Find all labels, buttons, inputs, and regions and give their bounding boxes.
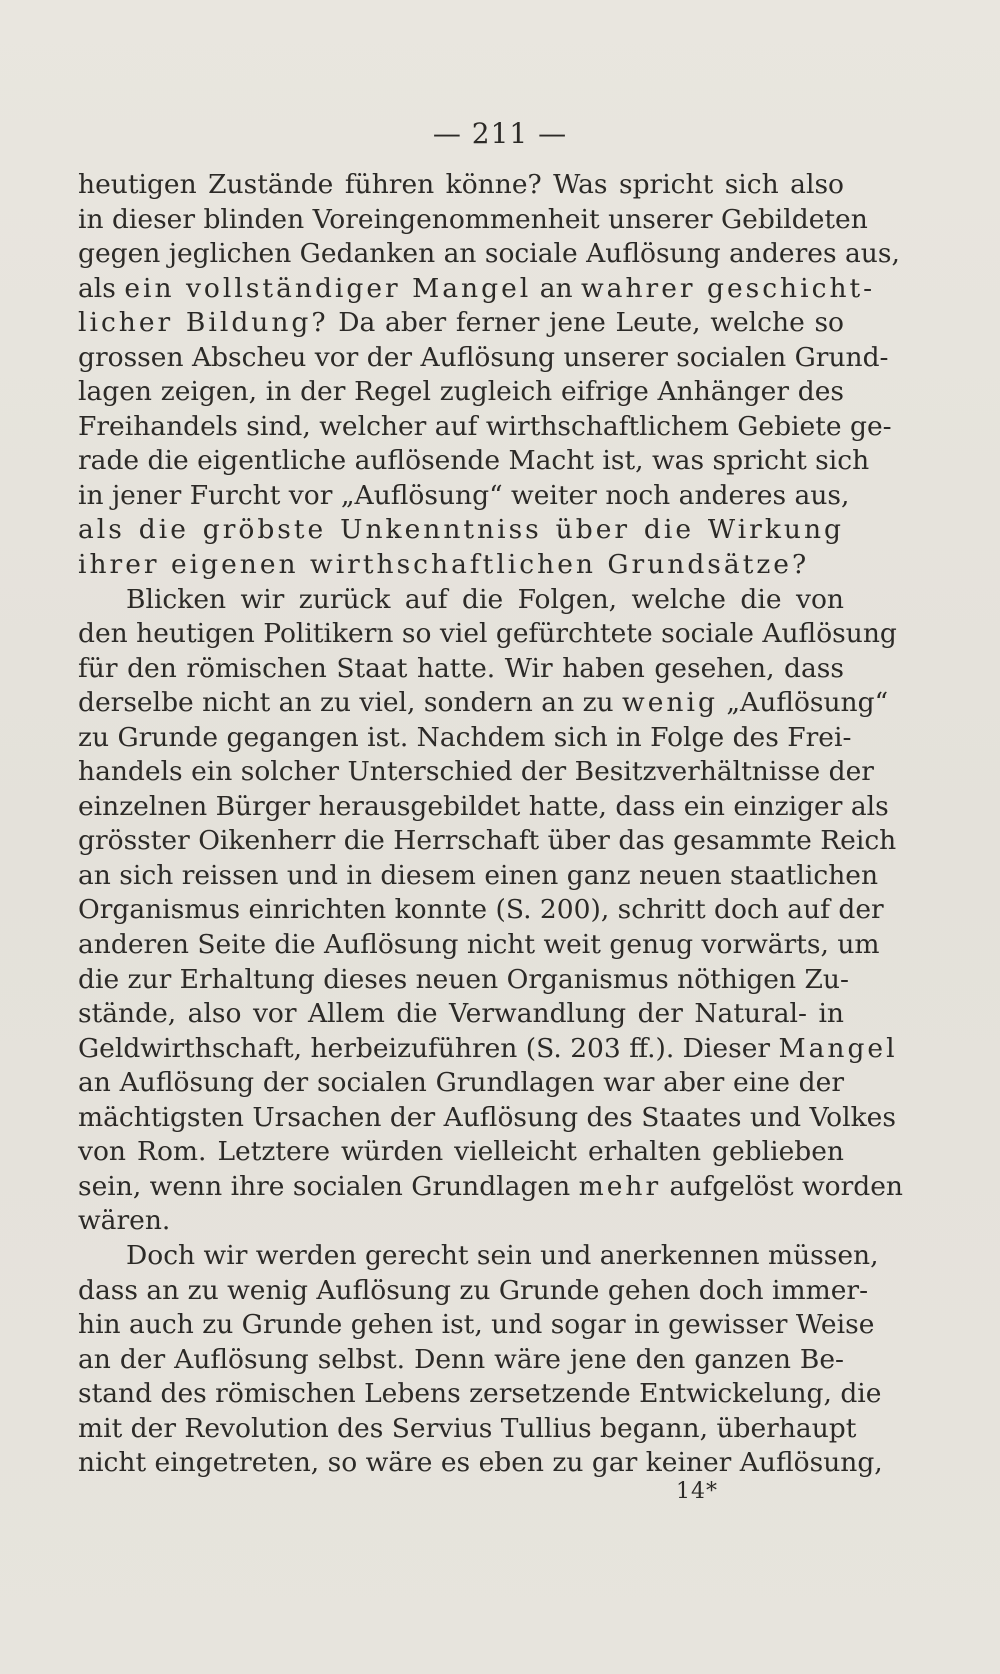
text-segment: stand des römischen Lebens zersetzende Entwickelung, die bbox=[78, 1378, 882, 1410]
text-line bbox=[78, 168, 844, 203]
text-line bbox=[78, 272, 876, 307]
text-line bbox=[78, 583, 844, 618]
text-line bbox=[78, 790, 889, 825]
text-segment: derselbe nicht an zu viel, sondern an zu bbox=[78, 687, 623, 719]
text-segment: „Auflösung“ bbox=[717, 687, 889, 719]
text-segment: lagen zeigen, in der Regel zugleich eifrige Anhänger des bbox=[78, 376, 844, 408]
text-segment: an der Auflösung selbst. Denn wäre jene den ganzen Be- bbox=[78, 1343, 844, 1375]
text-segment: handels ein solcher Unterschied der Besitzverhältnisse der bbox=[78, 756, 874, 788]
text-line bbox=[78, 1170, 903, 1205]
spaced-emphasis-text: ein vollständiger Mangel bbox=[124, 272, 532, 304]
text-segment: dass an zu wenig Auflösung zu Grunde gehen doch immer- bbox=[78, 1274, 869, 1306]
text-line bbox=[78, 1343, 844, 1378]
text-line bbox=[78, 1412, 857, 1447]
text-segment: an Auflösung der socialen Grundlagen war aber eine der bbox=[78, 1067, 844, 1099]
text-segment: die zur Erhaltung dieses neuen Organismus nöthigen Zu- bbox=[78, 963, 849, 995]
text-line bbox=[78, 479, 850, 514]
spaced-emphasis-text: Mangel bbox=[778, 1032, 898, 1064]
text-line bbox=[78, 444, 870, 479]
text-line bbox=[78, 1101, 896, 1136]
text-line bbox=[78, 893, 884, 928]
text-segment: als bbox=[78, 272, 125, 304]
text-line bbox=[78, 375, 844, 410]
text-segment: einzelnen Bürger herausgebildet hatte, dass ein einziger als bbox=[78, 790, 889, 822]
spaced-emphasis-text: licher Bildung? bbox=[78, 307, 329, 339]
text-segment: heutigen Zustände führen könne? Was spricht sich also bbox=[78, 169, 844, 200]
text-segment: mit der Revolution des Servius Tullius begann, überhaupt bbox=[78, 1412, 857, 1444]
text-segment: von Rom. Letztere würden vielleicht erhalten geblieben bbox=[78, 1136, 844, 1168]
text-line bbox=[78, 1308, 875, 1343]
page-number: — 211 — bbox=[432, 117, 568, 150]
text-segment: mächtigsten Ursachen der Auflösung des Staates und Volkes bbox=[78, 1101, 896, 1133]
text-segment: Doch wir werden gerecht sein und anerkennen müssen, bbox=[126, 1239, 879, 1271]
text-segment: in dieser blinden Voreingenommenheit unserer Gebildeten bbox=[78, 203, 868, 235]
text-segment: stände, also vor Allem die Verwandlung der Natural- in bbox=[78, 998, 844, 1030]
text-segment: an bbox=[531, 272, 581, 304]
text-segment: wären. bbox=[78, 1205, 171, 1237]
text-line bbox=[78, 237, 900, 272]
text-segment: Geldwirthschaft, herbeizuführen (S. 203 ff.). Dieser bbox=[78, 1032, 779, 1064]
text-line bbox=[78, 824, 897, 859]
text-line bbox=[78, 306, 844, 341]
text-segment: den heutigen Politikern so viel gefürchtete sociale Auflösung bbox=[78, 618, 897, 650]
spaced-emphasis-text: als die gröbste Unkenntniss über die Wirkung bbox=[78, 514, 844, 546]
text-segment: für den römischen Staat hatte. Wir haben gesehen, dass bbox=[78, 652, 844, 684]
spaced-emphasis-text: ihrer eigenen wirthschaftlichen Grundsätze? bbox=[78, 549, 810, 581]
text-line bbox=[78, 963, 849, 998]
text-segment: hin auch zu Grunde gehen ist, und sogar in gewisser Weise bbox=[78, 1309, 875, 1341]
text-segment: Organismus einrichten konnte (S. 200), schritt doch auf der bbox=[78, 894, 884, 926]
text-segment: sein, wenn ihre socialen Grundlagen bbox=[78, 1170, 579, 1202]
text-line bbox=[78, 203, 868, 238]
text-line bbox=[78, 548, 844, 583]
text-line bbox=[78, 617, 897, 652]
text-segment: anderen Seite die Auflösung nicht weit genug vorwärts, um bbox=[78, 929, 880, 961]
spaced-emphasis-text: wenig bbox=[622, 687, 718, 719]
text-line bbox=[78, 513, 844, 548]
signature-mark: 14* bbox=[676, 1479, 718, 1504]
text-line bbox=[78, 928, 880, 963]
text-line bbox=[78, 1032, 898, 1067]
text-segment: aufgelöst worden bbox=[661, 1170, 903, 1202]
text-line bbox=[78, 1066, 844, 1101]
text-line bbox=[78, 1446, 883, 1481]
text-segment: Da aber ferner jene Leute, welche so bbox=[328, 307, 845, 339]
spaced-emphasis-text: wahrer geschicht- bbox=[580, 272, 876, 304]
text-line bbox=[78, 686, 889, 721]
text-segment: grossen Abscheu vor der Auflösung unserer socialen Grund- bbox=[78, 341, 889, 373]
text-line bbox=[78, 341, 889, 376]
text-segment: Blicken wir zurück auf die Folgen, welche die von bbox=[126, 583, 844, 615]
body-text bbox=[78, 168, 903, 1481]
text-line bbox=[78, 652, 844, 687]
text-line bbox=[78, 410, 892, 445]
text-line bbox=[78, 1274, 869, 1309]
text-line bbox=[78, 1135, 844, 1170]
text-line bbox=[78, 1204, 844, 1239]
text-line bbox=[78, 1239, 879, 1274]
text-segment: Freihandels sind, welcher auf wirthschaftlichem Gebiete ge- bbox=[78, 410, 892, 442]
text-segment: grösster Oikenherr die Herrschaft über das gesammte Reich bbox=[78, 825, 897, 857]
text-line bbox=[78, 859, 879, 894]
text-line bbox=[78, 1377, 882, 1412]
text-segment: an sich reissen und in diesem einen ganz neuen staatlichen bbox=[78, 859, 879, 891]
spaced-emphasis-text: mehr bbox=[578, 1170, 662, 1202]
text-segment: nicht eingetreten, so wäre es eben zu gar keiner Auflösung, bbox=[78, 1447, 883, 1479]
text-line bbox=[78, 721, 852, 756]
text-segment: zu Grunde gegangen ist. Nachdem sich in Folge des Frei- bbox=[78, 721, 852, 753]
text-segment: rade die eigentliche auflösende Macht ist, was spricht sich bbox=[78, 445, 870, 477]
text-line bbox=[78, 755, 874, 790]
text-segment: gegen jeglichen Gedanken an sociale Auflösung anderes aus, bbox=[78, 238, 900, 270]
text-segment: in jener Furcht vor „Auflösung“ weiter noch anderes aus, bbox=[78, 479, 850, 511]
text-line bbox=[78, 997, 844, 1032]
